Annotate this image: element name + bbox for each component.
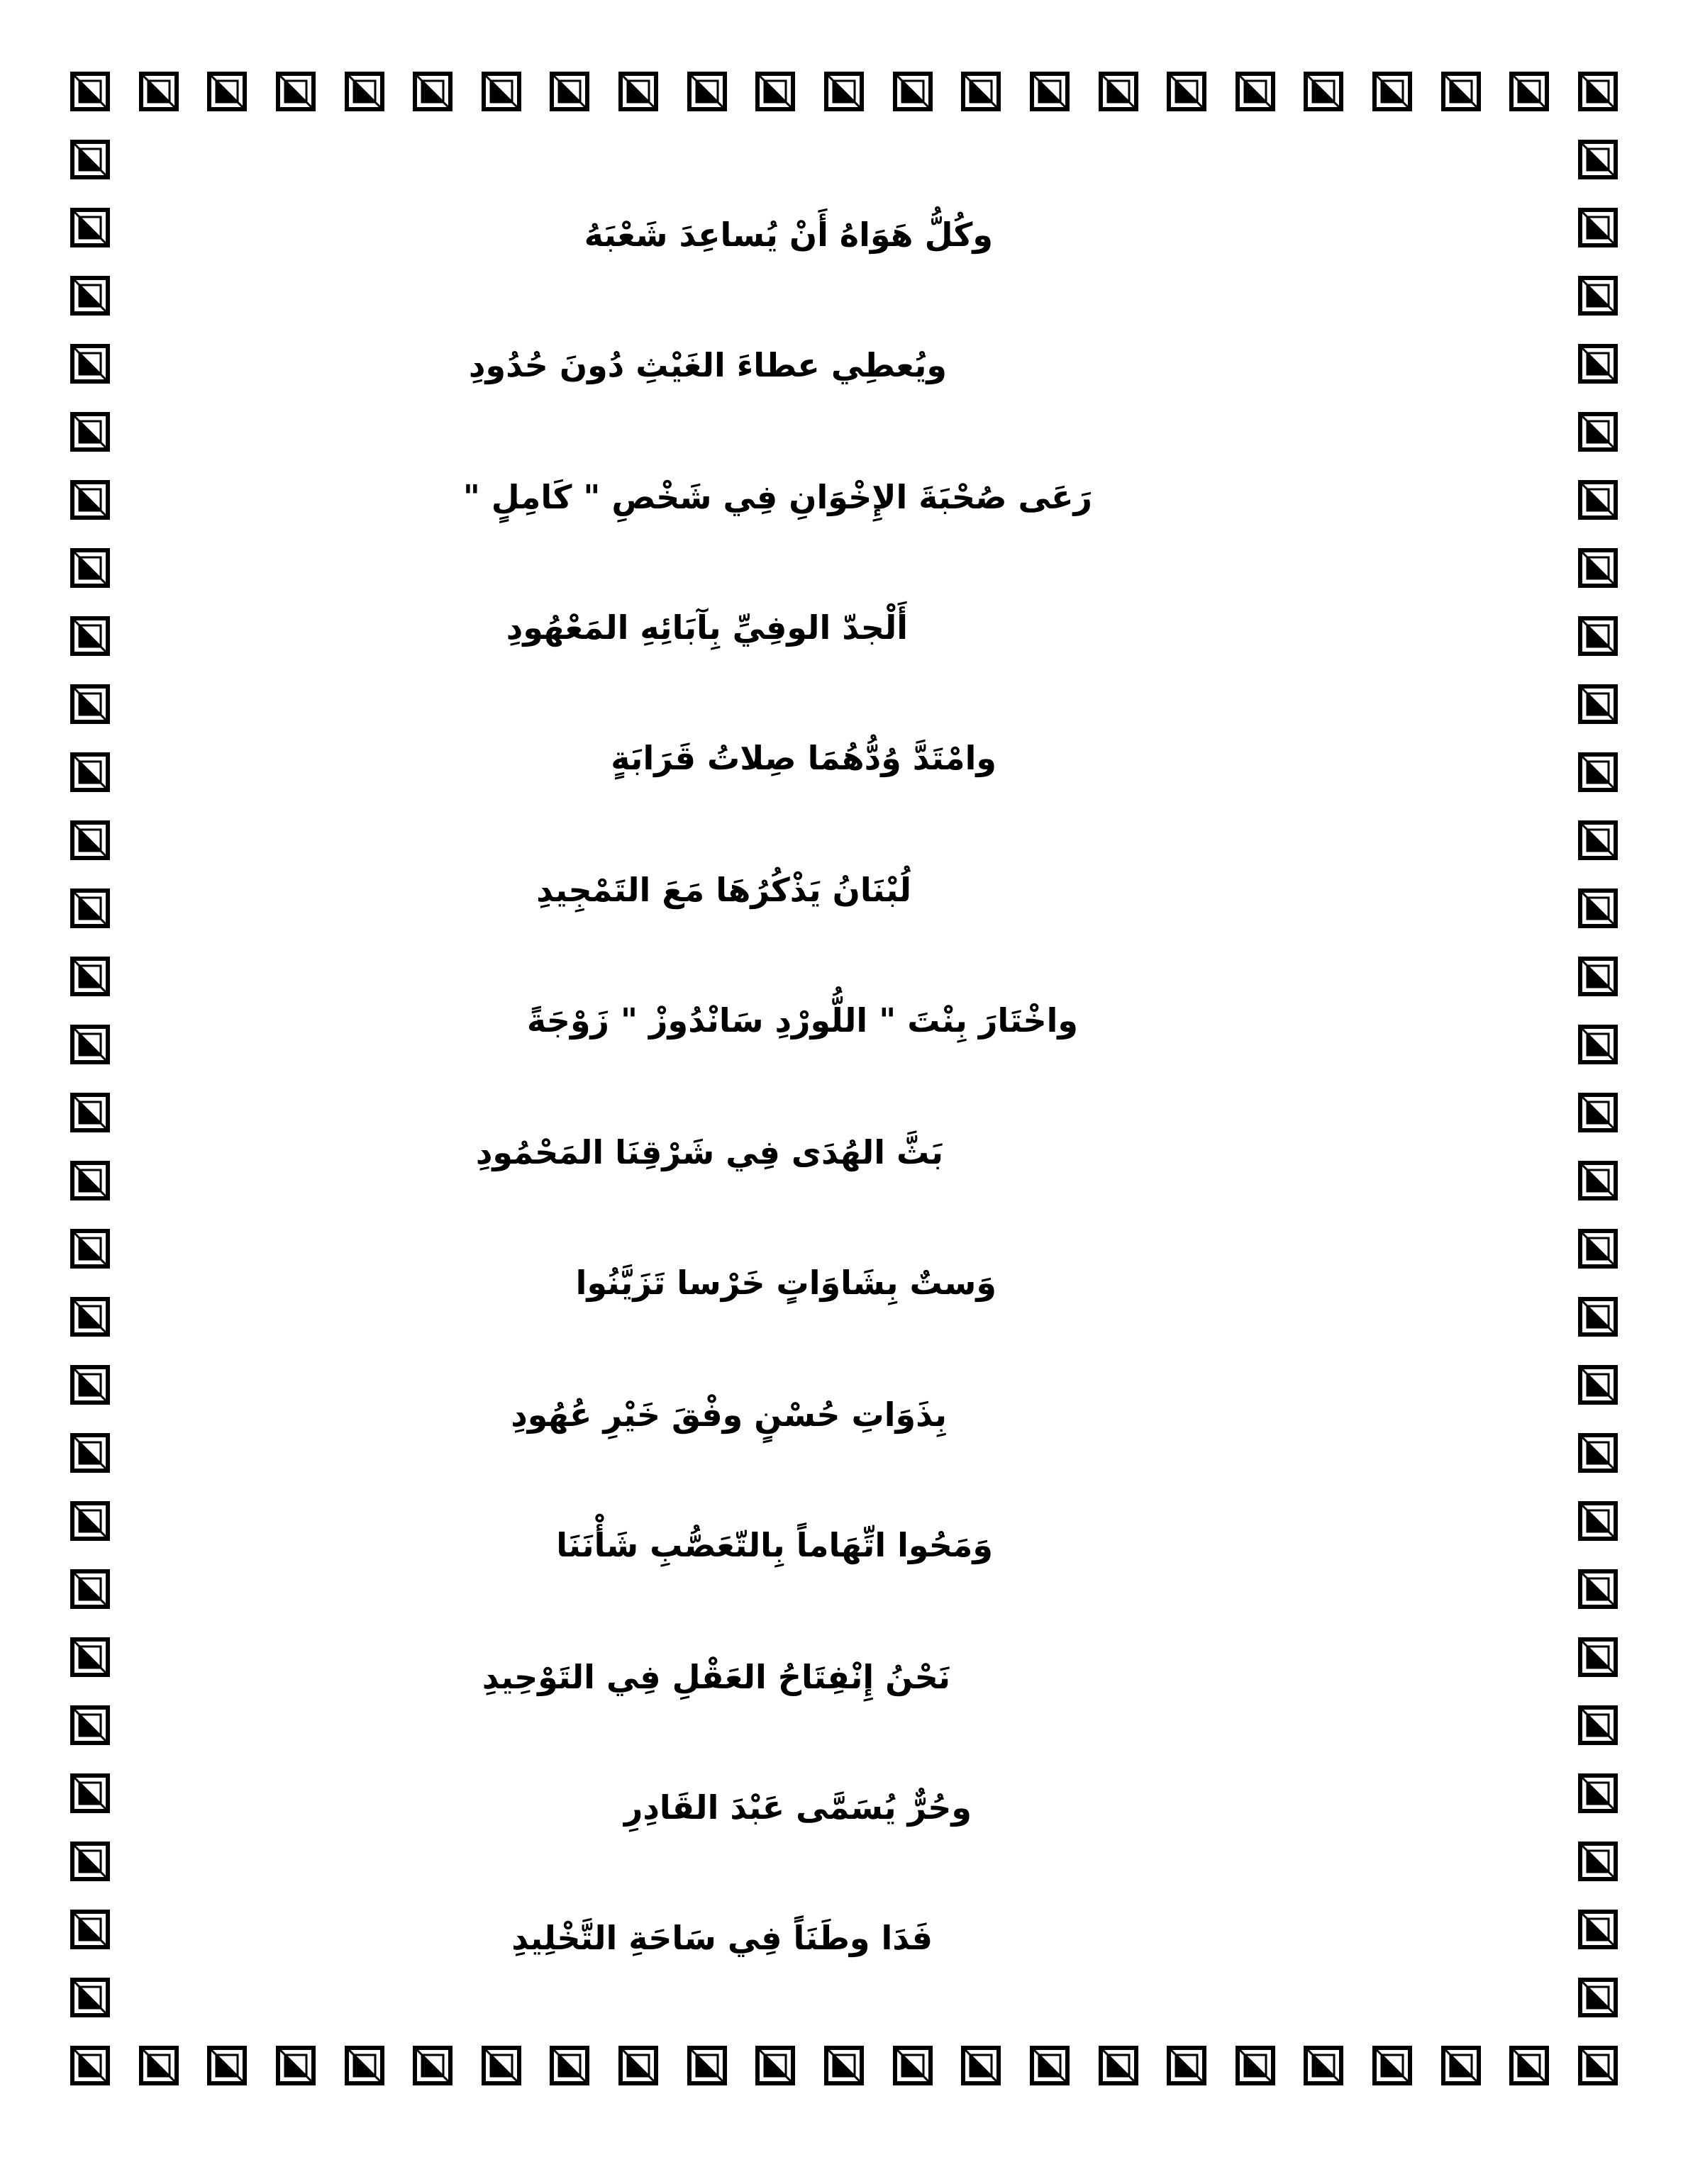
- verse-line: وَمَحُوا اتِّهَاماً بِالتّعَصُّبِ شَأْنَنَا: [556, 1526, 993, 1564]
- verse-line: وكُلُّ هَوَاهُ أَنْ يُساعِدَ شَعْبَهُ: [584, 216, 993, 254]
- verse-line: رَعَى صُحْبَةَ الإِخْوَانِ فِي شَخْصِ " كَامِلٍ ": [462, 478, 1092, 516]
- verse-line: بَثَّ الهُدَى فِي شَرْقِنَا المَحْمُودِ: [475, 1133, 943, 1171]
- verse-line: فَدَا وطَنَاً فِي سَاحَةِ التَّخْلِيدِ: [511, 1919, 933, 1957]
- verse-line: وَستٌ بِشَاوَاتٍ خَرْسا تَزَيَّنُوا: [575, 1264, 996, 1302]
- verse-line: وحُرٌّ يُسَمَّى عَبْدَ القَادِرِ: [623, 1788, 972, 1827]
- verse-line: نَحْنُ إِنْفِتَاحُ العَقْلِ فِي التَوْحِيدِ: [482, 1658, 950, 1696]
- verse-line: لُبْنَانُ يَذْكُرُهَا مَعَ التَمْجِيدِ: [536, 871, 911, 909]
- verse-line: أَلْجدّ الوفِيِّ بِآبَائِهِ المَعْهُودِ: [506, 608, 908, 647]
- verse-line: ويُعطِي عطاءَ الغَيْثِ دُونَ حُدُودِ: [468, 346, 947, 384]
- verse-line: واخْتَارَ بِنْتَ " اللُّورْدِ سَانْدُوزْ " زَوْجَةً: [526, 1001, 1078, 1040]
- verse-line: وامْتَدَّ وُدُّهُمَا صِلاتُ قَرَابَةٍ: [611, 739, 996, 777]
- verse-line: بِذَوَاتِ حُسْنٍ وفْقَ خَيْرِ عُهُودِ: [511, 1395, 947, 1434]
